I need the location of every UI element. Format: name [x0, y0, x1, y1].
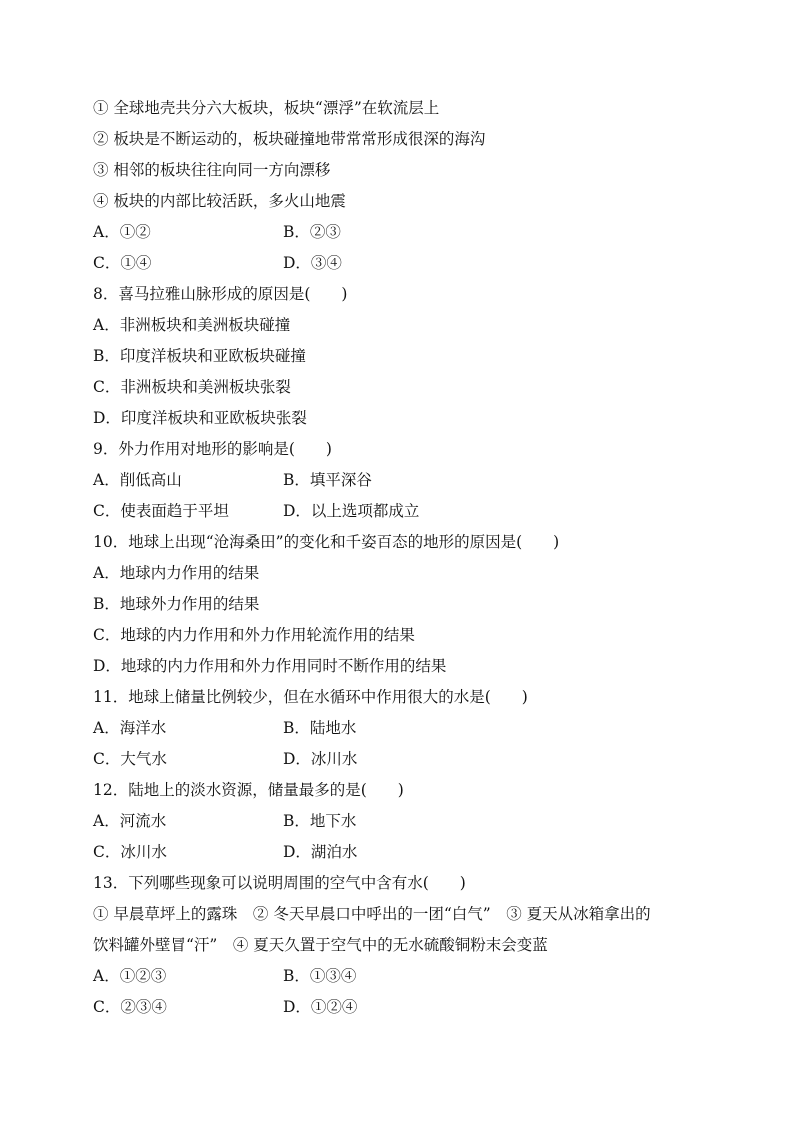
- exam-page: [93, 93, 713, 1023]
- q8-stem: 8．喜马拉雅山脉形成的原因是( ): [93, 285, 348, 303]
- q13-option-b: B．①③④: [283, 967, 357, 985]
- q8-option-a: A．非洲板块和美洲板块碰撞: [93, 316, 291, 334]
- q12-options-row-1: [93, 806, 713, 837]
- q12-option-b: B．地下水: [283, 812, 357, 830]
- q9-option-a: A．削低高山: [93, 471, 182, 489]
- q10-option-b: B．地球外力作用的结果: [93, 595, 260, 613]
- q12-option-c: C．冰川水: [93, 843, 167, 861]
- q9-option-b: B．填平深谷: [283, 471, 372, 489]
- q7-statement-1: ① 全球地壳共分六大板块，板块“漂浮”在软流层上: [93, 99, 440, 117]
- q12-options-row-2: [93, 837, 713, 868]
- q7-statement-2: ② 板块是不断运动的，板块碰撞地带常常形成很深的海沟: [93, 130, 486, 148]
- q11-option-a: A．海洋水: [93, 719, 167, 737]
- q8-option-c: C．非洲板块和美洲板块张裂: [93, 378, 291, 396]
- q11-option-b: B．陆地水: [283, 719, 357, 737]
- q13-options-row-2: [93, 992, 713, 1023]
- q11-option-c: C．大气水: [93, 750, 167, 768]
- q7-statement-4: ④ 板块的内部比较活跃，多火山地震: [93, 192, 346, 210]
- q9-options-row-1: [93, 465, 713, 496]
- q7-option-d: D．③④: [283, 254, 342, 272]
- q7-statement-3: ③ 相邻的板块往往向同一方向漂移: [93, 161, 331, 179]
- q9-option-d: D．以上选项都成立: [283, 502, 420, 520]
- q13-options-row-1: [93, 961, 713, 992]
- q9-option-c: C．使表面趋于平坦: [93, 502, 229, 520]
- q7-option-a: A．①②: [93, 223, 151, 241]
- q13-option-a: A．①②③: [93, 967, 167, 985]
- q9-stem: 9．外力作用对地形的影响是( ): [93, 440, 332, 458]
- q13-stem: 13．下列哪些现象可以说明周围的空气中含有水( ): [93, 874, 466, 892]
- q7-options-row-2: [93, 248, 713, 279]
- q12-stem: 12．陆地上的淡水资源，储量最多的是( ): [93, 781, 404, 799]
- q9-options-row-2: [93, 496, 713, 527]
- q10-option-a: A．地球内力作用的结果: [93, 564, 260, 582]
- q10-option-d: D．地球的内力作用和外力作用同时不断作用的结果: [93, 657, 447, 675]
- q11-options-row-2: [93, 744, 713, 775]
- q7-options-row-1: [93, 217, 713, 248]
- q12-option-a: A．河流水: [93, 812, 167, 830]
- q11-stem: 11．地球上储量比例较少，但在水循环中作用很大的水是( ): [93, 688, 528, 706]
- q7-option-b: B．②③: [283, 223, 341, 241]
- q7-option-c: C．①④: [93, 254, 152, 272]
- q8-option-d: D．印度洋板块和亚欧板块张裂: [93, 409, 307, 427]
- q10-option-c: C．地球的内力作用和外力作用轮流作用的结果: [93, 626, 415, 644]
- q10-stem: 10．地球上出现“沧海桑田”的变化和千姿百态的地形的原因是( ): [93, 533, 560, 551]
- q13-option-d: D．①②④: [283, 998, 358, 1016]
- q12-option-d: D．湖泊水: [283, 843, 358, 861]
- q13-statements-line-2: 饮料罐外壁冒“汗” ④ 夏天久置于空气中的无水硫酸铜粉末会变蓝: [93, 936, 548, 954]
- q8-option-b: B．印度洋板块和亚欧板块碰撞: [93, 347, 306, 365]
- q11-option-d: D．冰川水: [283, 750, 358, 768]
- q13-option-c: C．②③④: [93, 998, 167, 1016]
- q11-options-row-1: [93, 713, 713, 744]
- q13-statements-line-1: ① 早晨草坪上的露珠 ② 冬天早晨口中呼出的一团“白气” ③ 夏天从冰箱拿出的: [93, 905, 651, 923]
